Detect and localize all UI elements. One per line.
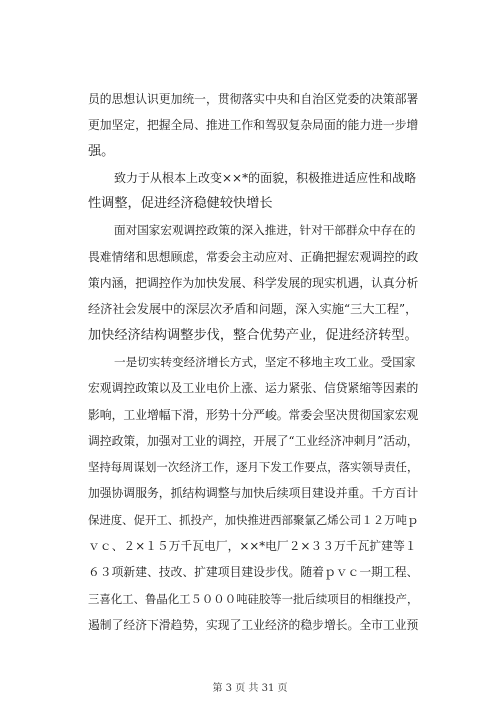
text-line: 员的思想认识更加统一，贯彻落实中央和自治区党委的决策部署 xyxy=(88,92,419,106)
text-line: 坚持每周谋划一次经济工作，逐月下发工作要点，落实领导责任， xyxy=(88,460,419,475)
text-line: 策内涵，把调控作为加快发展、科学发展的现实机遇，认真分析 xyxy=(88,276,419,291)
text-line: 加快经济结构调整步伐，整合优势产业，促进经济转型。 xyxy=(88,327,418,343)
text-line: 强。 xyxy=(88,143,115,159)
text-line: 遏制了经济下滑趋势，实现了工业经济的稳步增长。全市工业预 xyxy=(88,617,419,632)
text-line: 影响，工业增幅下滑，形势十分严峻。常委会坚决贯彻国家宏观 xyxy=(88,407,419,422)
text-line: 一是切实转变经济增长方式，坚定不移地主攻工业。受国家 xyxy=(114,354,416,369)
section-heading-line: 致力于从根本上改变××*的面貌，积极推进适应性和战略 xyxy=(114,170,417,185)
section-heading-line: 性调整，促进经济稳健较快增长 xyxy=(88,196,273,212)
text-line: 经济社会发展中的深层次矛盾和问题，深入实施“三大工程”， xyxy=(88,302,418,317)
text-line: 宏观调控政策以及工业电价上涨、运力紧张、信贷紧缩等因素的 xyxy=(88,381,419,396)
text-line: 更加坚定，把握全局、推进工作和驾驭复杂局面的能力进一步增 xyxy=(88,118,419,133)
text-line: 畏难情绪和思想顾虑，常委会主动应对、正确把握宏观调控的政 xyxy=(88,249,419,264)
text-line: 三喜化工、鲁晶化工５０００吨硅胶等一批后续项目的相继投产， xyxy=(88,591,419,606)
body-text xyxy=(88,86,420,638)
text-line: ６３项新建、技改、扩建项目建设步伐。随着ｐｖｃ一期工程、 xyxy=(88,565,419,580)
page-footer: 第 3 页 共 31 页 xyxy=(212,683,288,694)
text-line: 保进度、促开工、抓投产，加快推进西部聚氯乙烯公司１２万吨ｐ xyxy=(88,512,419,527)
text-line: 加强协调服务，抓结构调整与加快后续项目建设并重。千方百计 xyxy=(88,486,419,501)
text-line: 面对国家宏观调控政策的深入推进，针对干部群众中存在的 xyxy=(114,223,416,238)
text-line: ｖｃ、２×１５万千瓦电厂，××*电厂２×３３万千瓦扩建等１ xyxy=(88,539,417,554)
text-line: 调控政策，加强对工业的调控，开展了“工业经济冲刺月”活动， xyxy=(88,433,419,448)
